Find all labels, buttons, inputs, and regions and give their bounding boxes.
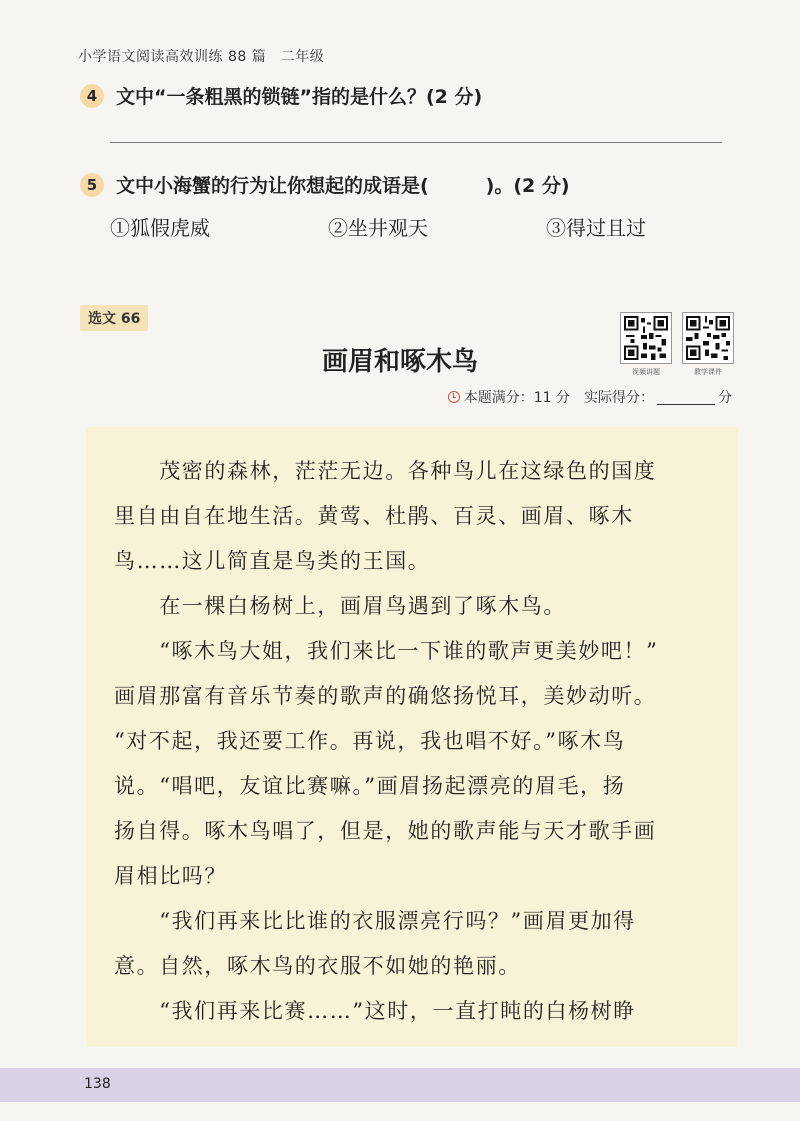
score-label: 本题满分：11 分 实际得分：	[463, 390, 654, 406]
score-blank[interactable]	[657, 390, 715, 405]
option-2[interactable]: ②坐井观天	[328, 216, 428, 240]
clock-icon	[448, 391, 460, 403]
passage-box	[86, 427, 738, 1047]
question-number-badge: 5	[80, 173, 104, 197]
section-tag: 选文 66	[80, 305, 148, 331]
passage-line: 扬自得。啄木鸟唱了，但是，她的歌声能与天才歌手画	[114, 819, 657, 843]
passage-title: 画眉和啄木鸟	[321, 347, 478, 377]
passage-line: “啄木鸟大姐，我们来比一下谁的歌声更美妙吧！”	[114, 639, 659, 663]
question-text: 文中小海蟹的行为让你想起的成语是( )。(2 分)	[116, 175, 570, 197]
passage-line: “我们再来比赛……”这时，一直打盹的白杨树睁	[114, 999, 636, 1023]
question-4	[80, 82, 482, 109]
passage-line: 鸟……这儿简直是鸟类的王国。	[114, 549, 431, 573]
qr-caption: 视频讲题	[632, 368, 660, 376]
question-number-badge: 4	[80, 84, 104, 108]
passage-line: 里自由自在地生活。黄莺、杜鹃、百灵、画眉、啄木	[114, 504, 634, 528]
passage-line: 茂密的森林，茫茫无边。各种鸟儿在这绿色的国度	[114, 459, 657, 483]
answer-line[interactable]	[110, 142, 722, 143]
passage-line: 在一棵白杨树上，画眉鸟遇到了啄木鸟。	[114, 594, 566, 618]
passage-line: 眉相比吗？	[114, 864, 227, 888]
option-3[interactable]: ③得过且过	[546, 216, 646, 240]
option-1[interactable]: ①狐假虎威	[110, 216, 210, 240]
passage-line: 说。“唱吧，友谊比赛嘛。”画眉扬起漂亮的眉毛，扬	[114, 774, 626, 798]
passage-line: 意。自然，啄木鸟的衣服不如她的艳丽。	[114, 954, 521, 978]
score-unit: 分	[718, 390, 732, 406]
qr-caption: 教学课件	[694, 368, 722, 376]
passage-line: 画眉那富有音乐节奏的歌声的确悠扬悦耳，美妙动听。	[114, 684, 657, 708]
score-line	[448, 387, 732, 407]
passage-line: “我们再来比比谁的衣服漂亮行吗？”画眉更加得	[114, 909, 636, 933]
passage-line: “对不起，我还要工作。再说，我也唱不好。”啄木鸟	[114, 729, 626, 753]
question-text: 文中“一条粗黑的锁链”指的是什么？(2 分)	[116, 86, 483, 108]
footer-band	[0, 1068, 800, 1102]
book-header: 小学语文阅读高效训练 88 篇 二年级	[78, 49, 325, 65]
question-5	[80, 171, 570, 198]
page-number: 138	[84, 1076, 111, 1092]
